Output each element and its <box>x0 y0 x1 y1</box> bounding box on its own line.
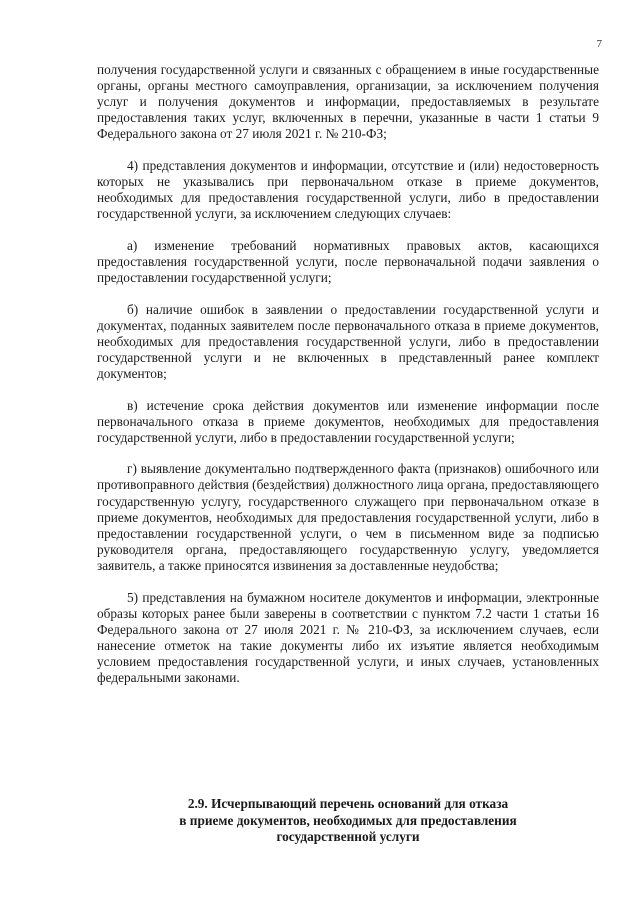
heading-line-3: государственной услуги <box>276 829 420 844</box>
page-number: 7 <box>596 38 602 50</box>
section-heading <box>97 796 599 846</box>
paragraph-item-4: 4) представления документов и информации, отсутствие и (или) недостоверность которых не указывались при первоначальном отказе в приеме документов, необходимых для предоставления государственной услуги, либо в предоставлении государственной услуги, за исключением следующих случаев: <box>97 157 599 222</box>
paragraph-continuation: получения государственной услуги и связанных с обращением в иные государственные органы, органы местного самоуправления, организации, за исключением получения услуг и получения документов и информации, предоставляемых в результате предоставления таких услуг, включенных в перечни, указанные в части 1 статьи 9 Федерального закона от 27 июля 2021 г. № 210-ФЗ; <box>97 62 599 142</box>
body-text <box>97 62 599 702</box>
paragraph-subitem-a: а) изменение требований нормативных правовых актов, касающихся предоставления государственной услуги, после первоначальной подачи заявления о предоставлении государственной услуги; <box>97 237 599 286</box>
paragraph-subitem-b: б) наличие ошибок в заявлении о предоставлении государственной услуги и документах, поданных заявителем после первоначального отказа в приеме документов, необходимых для предоставления государственной услуги, либо в предоставлении государственной услуги и не включенных в представленный ранее комплект документов; <box>97 301 599 381</box>
heading-line-2: в приеме документов, необходимых для предоставления <box>179 812 517 828</box>
paragraph-subitem-g: г) выявление документально подтвержденного факта (признаков) ошибочного или противоправного действия (бездействия) должностного лица органа, предоставляющего государственную услугу, государственного служащего при первоначальном отказе в приеме документов, необходимых для предоставления государственной услуги, либо в предоставлении государственной услуги, о чем в письменном виде за подписью руководителя органа, предоставляющего государственную услугу, уведомляется заявитель, а также приносятся извинения за доставленные неудобства; <box>97 461 599 573</box>
paragraph-subitem-v: в) истечение срока действия документов или изменение информации после первоначального отказа в приеме документов, необходимых для предоставления государственной услуги, либо в предоставлении государственной услуги; <box>97 397 599 445</box>
paragraph-item-5: 5) представления на бумажном носителе документов и информации, электронные образы которых ранее были заверены в соответствии с пунктом 7.2 части 1 статьи 16 Федерального закона от 27 июля 2021 г. № 210-ФЗ, за исключением случаев, если нанесение отметок на такие документы либо их изъятие является необходимым условием предоставления государственной услуги, и иных случаев, установленных федеральными законами. <box>97 589 599 685</box>
heading-line-1: 2.9. Исчерпывающий перечень оснований для отказа <box>187 796 509 811</box>
